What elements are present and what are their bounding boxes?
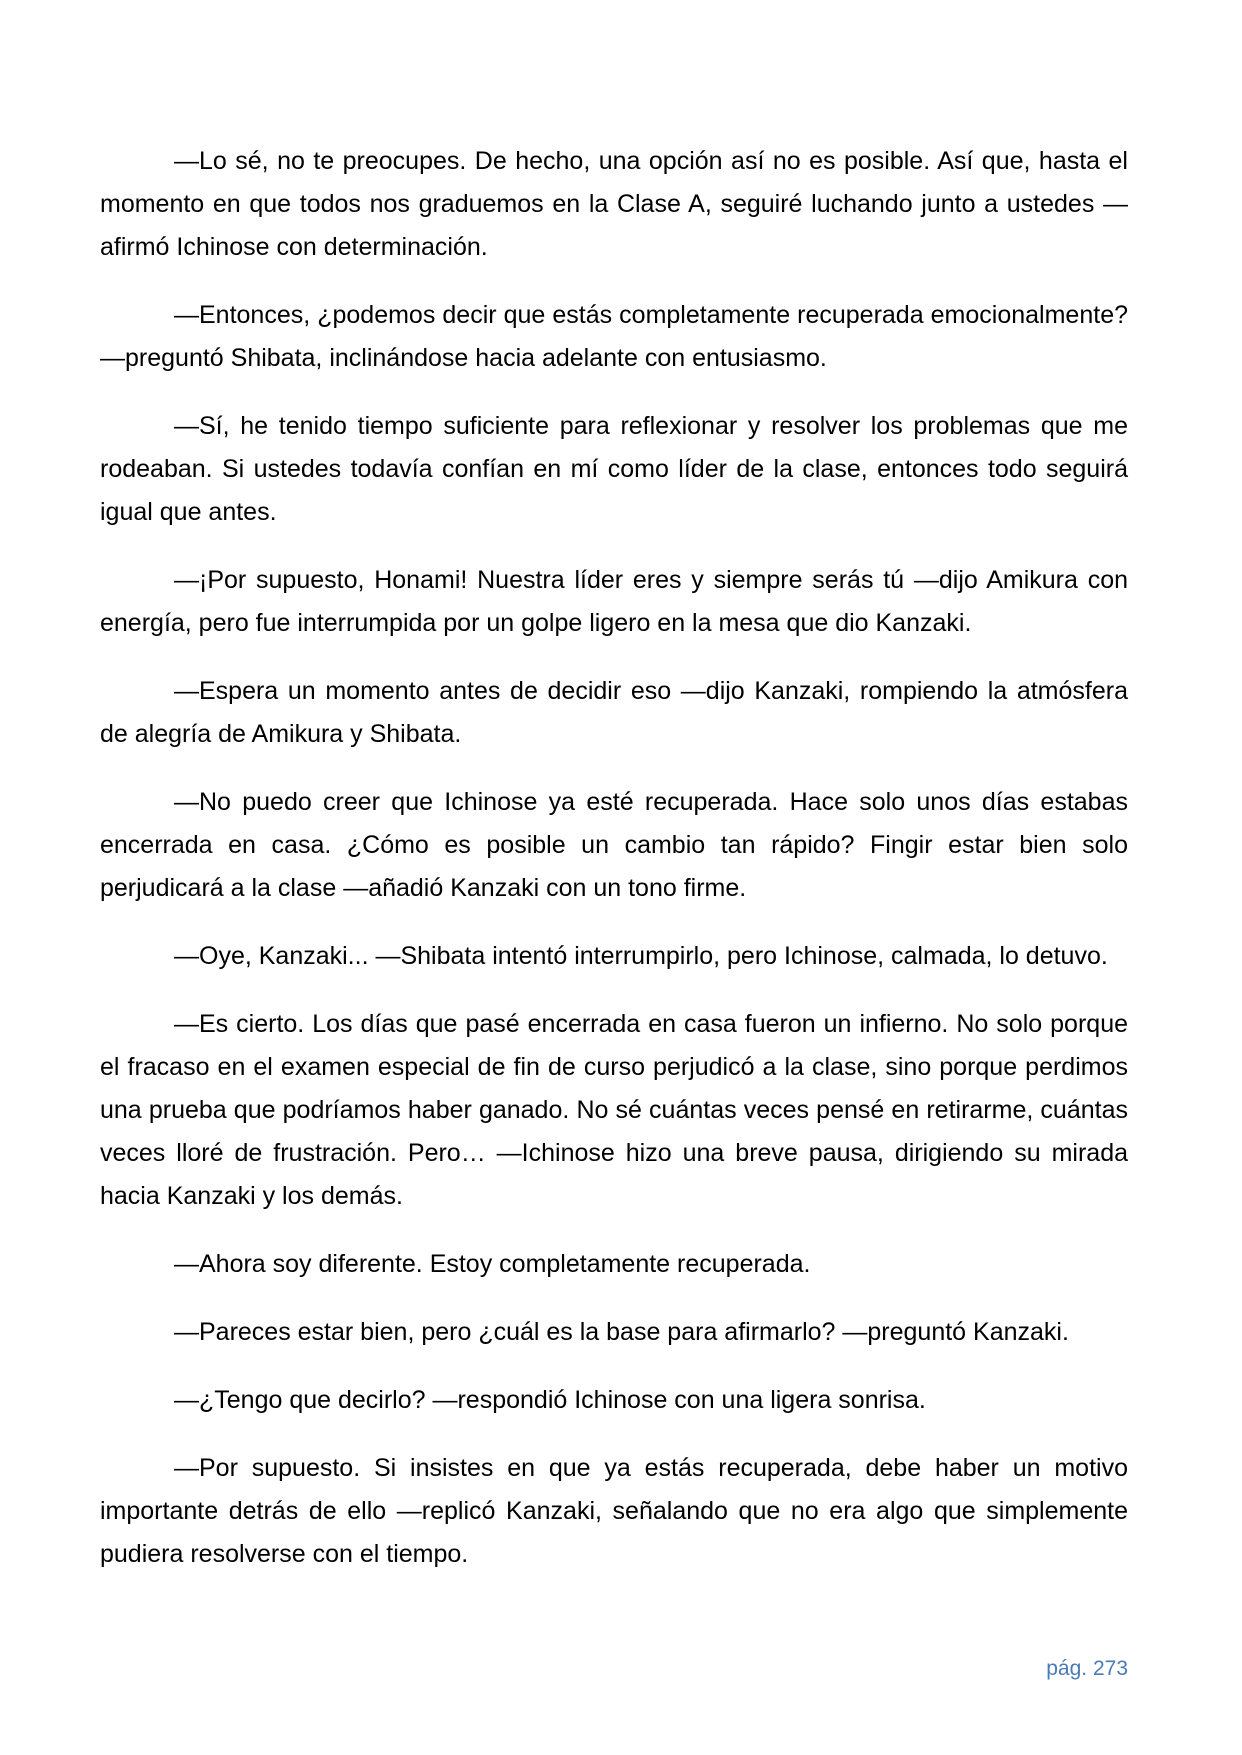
paragraph: —Pareces estar bien, pero ¿cuál es la base para afirmarlo? —preguntó Kanzaki. [174,1318,1069,1346]
paragraph: —¡Por supuesto, Honami! Nuestra líder eres y siempre serás tú —dijo Amikura con energía, pero fue interrumpida por un golpe ligero en la mesa que dio Kanzaki. [100,566,1128,637]
paragraph: —No puedo creer que Ichinose ya esté recuperada. Hace solo unos días estabas encerrada en casa. ¿Cómo es posible un cambio tan rápido? Fingir estar bien solo perjudicará a la clase —añadió Kanzaki con un tono firme. [100,788,1128,902]
paragraph: —Ahora soy diferente. Estoy completamente recuperada. [174,1250,811,1278]
paragraph: —Lo sé, no te preocupes. De hecho, una opción así no es posible. Así que, hasta el momento en que todos nos graduemos en la Clase A, seguiré luchando junto a ustedes —afirmó Ichinose con determinación. [100,147,1128,261]
paragraph: —Es cierto. Los días que pasé encerrada en casa fueron un infierno. No solo porque el fracaso en el examen especial de fin de curso perjudicó a la clase, sino porque perdimos una prueba que podríamos haber ganado. No sé cuántas veces pensé en retirarme, cuántas veces lloré de frustración. Pero… —Ichinose hizo una breve pausa, dirigiendo su mirada hacia Kanzaki y los demás. [100,1010,1128,1210]
paragraph: —¿Tengo que decirlo? —respondió Ichinose con una ligera sonrisa. [174,1386,926,1414]
paragraph: —Por supuesto. Si insistes en que ya estás recuperada, debe haber un motivo importante detrás de ello —replicó Kanzaki, señalando que no era algo que simplemente pudiera resolverse con el tiempo. [100,1454,1128,1568]
page-footer [100,1656,1128,1682]
document-body [100,140,1128,1601]
paragraph: —Oye, Kanzaki... —Shibata intentó interrumpirlo, pero Ichinose, calmada, lo detuvo. [174,942,1108,970]
paragraph: —Espera un momento antes de decidir eso —dijo Kanzaki, rompiendo la atmósfera de alegría de Amikura y Shibata. [100,677,1128,748]
paragraph: —Entonces, ¿podemos decir que estás completamente recuperada emocionalmente? —preguntó Shibata, inclinándose hacia adelante con entusiasmo. [100,301,1128,372]
paragraph: —Sí, he tenido tiempo suficiente para reflexionar y resolver los problemas que me rodeaban. Si ustedes todavía confían en mí como líder de la clase, entonces todo seguirá igual que antes. [100,412,1128,526]
page-number: pág. 273 [1046,1657,1128,1680]
